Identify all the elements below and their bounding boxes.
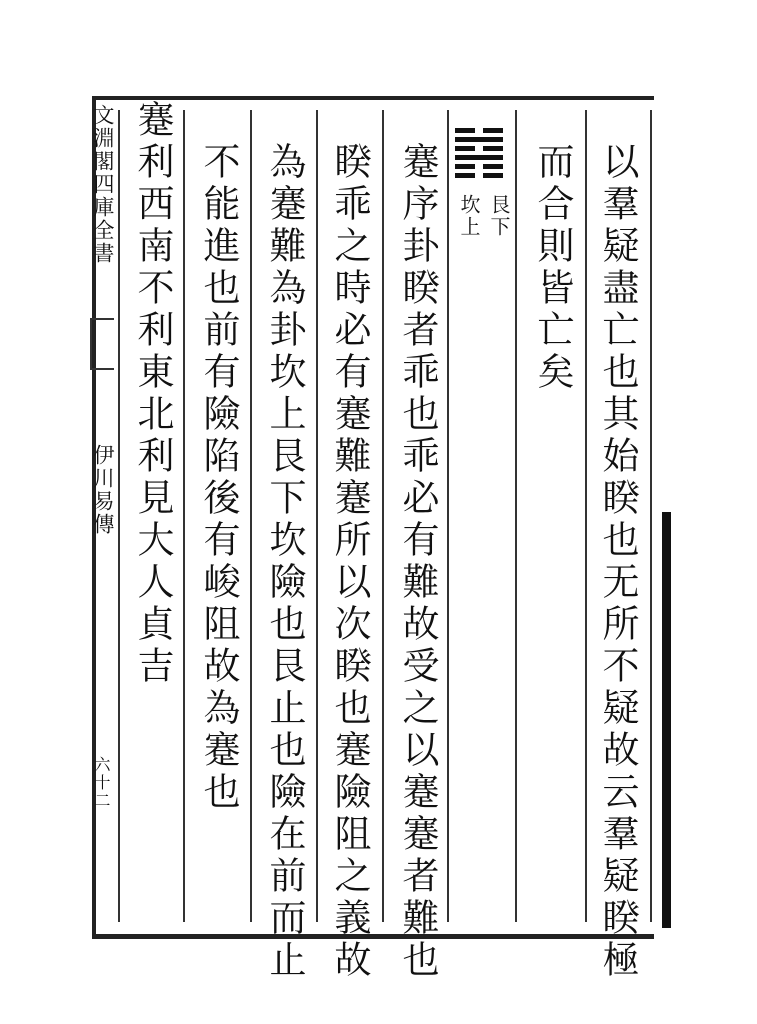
page-edge-shadow [662, 512, 671, 928]
column-rule [382, 110, 384, 922]
text-column-2: 而合則皆亡矣 [531, 142, 574, 394]
text-column-7: 蹇利西南不利東北利見大人貞吉 [131, 100, 174, 688]
column-rule [250, 110, 252, 922]
margin-bracket [90, 318, 114, 370]
text-column-6: 不能進也前有險陷後有峻阻故為蹇也 [197, 142, 240, 814]
text-column-5: 為蹇難為卦坎上艮下坎險也艮止也險在前而止 [263, 142, 306, 982]
text-column-1: 以羣疑盡亡也其始睽也无所不疑故云羣疑睽極 [596, 142, 639, 982]
book-title: 伊川易傳 [91, 444, 115, 536]
hexagram-jian-icon [455, 128, 503, 182]
text-column-3: 蹇序卦睽者乖也乖必有難故受之以蹇蹇者難也 [396, 142, 439, 982]
text-column-4: 睽乖之時必有蹇難蹇所以次睽也蹇險阻之義故 [328, 142, 371, 982]
hexagram-lower-label: 艮下 [487, 194, 511, 238]
collection-title: 文淵閣四庫全書 [91, 104, 115, 265]
column-rule [585, 110, 587, 922]
column-rule [650, 110, 652, 922]
column-rule [118, 110, 120, 922]
column-rule [515, 110, 517, 922]
column-rule [183, 110, 185, 922]
page-number: 六十二 [92, 756, 111, 810]
column-rule [447, 110, 449, 922]
column-rule [316, 110, 318, 922]
hexagram-upper-label: 坎上 [457, 194, 481, 238]
